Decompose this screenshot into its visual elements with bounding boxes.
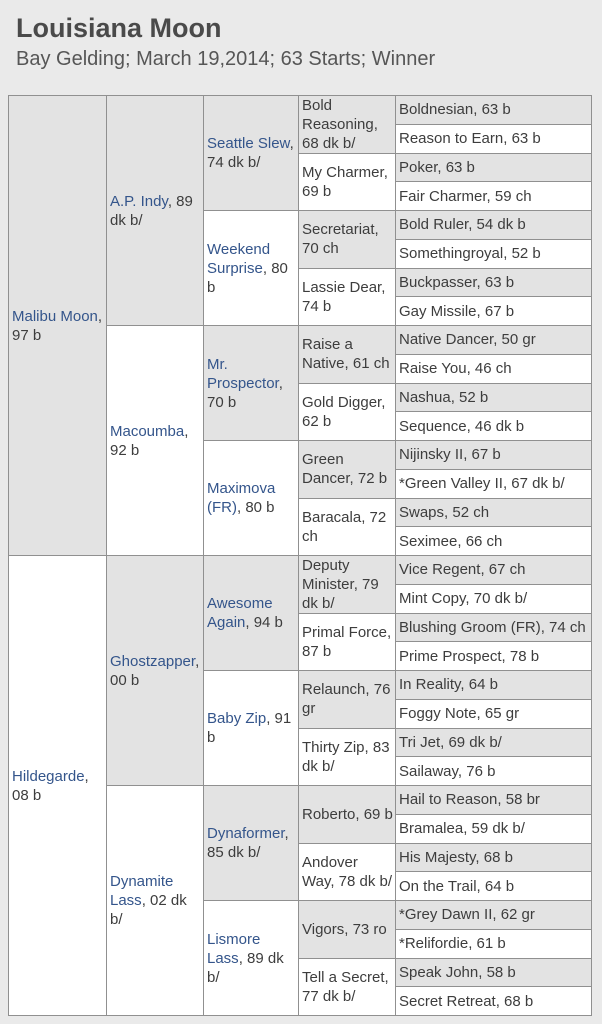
- horse-link[interactable]: A.P. Indy: [110, 192, 168, 210]
- horse-detail: , 89 dk b/: [207, 949, 284, 986]
- pedigree-cell: [396, 556, 591, 584]
- horse-name: Lassie Dear: [302, 278, 382, 296]
- horse-detail: , 70 dk b/: [465, 590, 528, 608]
- horse-detail: , 92 b: [110, 422, 189, 459]
- horse-detail: , 52 ch: [444, 503, 490, 521]
- horse-detail: , 67 ch: [480, 561, 526, 579]
- pedigree-cell: [299, 786, 395, 843]
- horse-name: Bold Ruler: [399, 216, 469, 234]
- pedigree-cell: [396, 987, 591, 1015]
- horse-name: Boldnesian: [399, 101, 474, 119]
- pedigree-cell: [396, 614, 591, 642]
- pedigree-cell: [299, 154, 395, 211]
- pedigree-cell: [396, 959, 591, 987]
- horse-detail: , 69 b: [355, 805, 393, 823]
- horse-detail: , 62 gr: [492, 906, 535, 924]
- horse-detail: , 80 b: [207, 259, 288, 296]
- pedigree-cell: [299, 384, 395, 441]
- horse-name: Gold Digger: [302, 393, 382, 411]
- pedigree-cell: [204, 901, 298, 1015]
- horse-name: Gay Missile: [399, 302, 477, 320]
- horse-link[interactable]: Lismore Lass: [207, 930, 261, 967]
- horse-name: Deputy Minister: [302, 556, 354, 593]
- horse-detail: , 74 ch: [540, 618, 586, 636]
- horse-detail: , 65 gr: [476, 705, 520, 723]
- pedigree-cell: [396, 125, 591, 153]
- horse-detail: , 76 gr: [302, 681, 391, 718]
- horse-name: Hail to Reason: [399, 791, 498, 809]
- horse-link[interactable]: Malibu Moon: [12, 307, 98, 325]
- horse-name: His Majesty: [399, 848, 476, 866]
- pedigree-cell: [107, 326, 203, 555]
- horse-name: Andover Way: [302, 853, 358, 890]
- horse-link[interactable]: Macoumba: [110, 422, 185, 440]
- horse-detail: , 72 b: [349, 470, 388, 488]
- horse-detail: , 64 b: [460, 676, 498, 694]
- horse-detail: , 76 b: [457, 762, 496, 780]
- pedigree-cell: [204, 786, 298, 900]
- pedigree-cell: [299, 901, 395, 958]
- pedigree-cell: [396, 297, 591, 325]
- horse-detail: , 67 b: [463, 446, 501, 464]
- pedigree-cell: [9, 96, 106, 555]
- horse-name: Vice Regent: [399, 561, 481, 579]
- page-title: Louisiana Moon: [16, 13, 222, 43]
- horse-detail: , 46 dk b: [466, 417, 525, 435]
- horse-link[interactable]: Dynamite Lass: [110, 873, 174, 909]
- horse-detail: , 78 dk b/: [330, 872, 393, 890]
- pedigree-cell: [299, 671, 395, 728]
- horse-detail: , 74 b: [302, 278, 386, 315]
- pedigree-cell: [396, 757, 591, 785]
- horse-name: Reason to Earn: [399, 130, 504, 148]
- horse-name: Vigors: [302, 920, 345, 938]
- pedigree-cell: [204, 326, 298, 440]
- pedigree-cell: [396, 441, 591, 469]
- pedigree-table: [8, 95, 592, 1016]
- horse-link[interactable]: Ghostzapper: [110, 652, 196, 670]
- pedigree-cell: [299, 326, 395, 383]
- pedigree-cell: [299, 96, 395, 153]
- pedigree-cell: [204, 556, 298, 670]
- horse-name: Secret Retreat: [399, 992, 496, 1010]
- horse-detail: , 94 b: [245, 614, 283, 631]
- pedigree-cell: [107, 786, 203, 1015]
- horse-detail: , 91 b: [207, 710, 292, 746]
- pedigree-cell: [299, 729, 395, 786]
- horse-name: Bramalea: [399, 820, 464, 838]
- pedigree-cell: [396, 154, 591, 182]
- horse-detail: , 70 ch: [302, 221, 379, 258]
- horse-link[interactable]: Maximova (FR): [207, 480, 276, 516]
- horse-link[interactable]: Awesome Again: [207, 595, 273, 631]
- horse-link[interactable]: Hildegarde: [12, 767, 85, 785]
- horse-name: Tell a Secret: [302, 968, 385, 986]
- horse-detail: , 54 dk b: [468, 216, 526, 234]
- horse-detail: , 72 ch: [302, 508, 387, 545]
- pedigree-cell: [204, 441, 298, 555]
- horse-name: Green Dancer: [302, 451, 350, 488]
- horse-link[interactable]: Mr. Prospector: [207, 355, 279, 392]
- pedigree-cell: [396, 930, 591, 958]
- horse-name: Sequence: [399, 417, 467, 435]
- pedigree-cell: [396, 642, 591, 670]
- pedigree-cell: [396, 671, 591, 699]
- pedigree-cell: [299, 556, 395, 613]
- pedigree-cell: [396, 384, 591, 412]
- page-header: [16, 12, 594, 72]
- horse-detail: , 61 b: [468, 935, 506, 953]
- horse-name: Foggy Note: [399, 705, 477, 723]
- pedigree-cell: [299, 959, 395, 1016]
- pedigree-cell: [204, 96, 298, 210]
- horse-name: Nashua: [399, 388, 451, 406]
- horse-name: Speak John: [399, 963, 479, 981]
- horse-link[interactable]: Baby Zip: [207, 710, 267, 727]
- horse-detail: , 00 b: [110, 652, 200, 689]
- horse-detail: , 59 dk b/: [463, 820, 525, 838]
- pedigree-cell: [396, 269, 591, 297]
- horse-detail: , 68 b: [495, 992, 534, 1010]
- horse-name: In Reality: [399, 676, 461, 694]
- horse-detail: , 89 dk b/: [110, 192, 193, 229]
- horse-name: Mint Copy: [399, 590, 466, 608]
- horse-detail: , 62 b: [302, 393, 386, 430]
- horse-detail: , 63 b: [476, 273, 515, 291]
- horse-link[interactable]: Weekend Surprise: [207, 240, 271, 277]
- horse-detail: , 08 b: [12, 767, 89, 804]
- horse-detail: , 02 dk b/: [110, 892, 187, 928]
- horse-detail: , 74 dk b/: [207, 135, 294, 171]
- horse-detail: , 83 dk b/: [302, 738, 390, 775]
- pedigree-cell: [396, 729, 591, 757]
- horse-name: Nijinsky II: [399, 446, 464, 464]
- pedigree-cell: [299, 614, 395, 671]
- horse-name: Raise a Native: [302, 336, 353, 373]
- pedigree-cell: [204, 211, 298, 325]
- pedigree-cell: [396, 499, 591, 527]
- pedigree-cell: [299, 211, 395, 268]
- pedigree-cell: [396, 700, 591, 728]
- horse-detail: , 77 dk b/: [302, 968, 389, 1005]
- pedigree-cell: [299, 499, 395, 556]
- horse-detail: , 58 b: [478, 963, 516, 981]
- horse-name: Buckpasser: [399, 273, 477, 291]
- page-subtitle: Bay Gelding; March 19,2014; 63 Starts; Winner: [16, 48, 436, 70]
- horse-name: Relaunch: [302, 681, 366, 699]
- horse-name: Seximee: [399, 532, 458, 550]
- pedigree-cell: [107, 556, 203, 785]
- horse-detail: , 63 b: [437, 158, 475, 176]
- horse-name: Somethingroyal: [399, 245, 504, 263]
- horse-name: *Grey Dawn II: [399, 906, 493, 924]
- pedigree-cell: [396, 182, 591, 210]
- horse-detail: , 87 b: [302, 623, 392, 660]
- horse-detail: , 52 b: [503, 245, 541, 263]
- pedigree-cell: [396, 240, 591, 268]
- horse-name: Fair Charmer: [399, 187, 487, 205]
- horse-name: Primal Force: [302, 623, 388, 641]
- horse-detail: , 69 b: [302, 163, 388, 200]
- horse-name: On the Trail: [399, 877, 477, 895]
- pedigree-cell: [396, 527, 591, 555]
- horse-name: Swaps: [399, 503, 445, 521]
- pedigree-cell: [396, 872, 591, 900]
- pedigree-cell: [396, 326, 591, 354]
- horse-detail: , 97 b: [12, 307, 103, 344]
- pedigree-cell: [396, 844, 591, 872]
- horse-name: Secretariat: [302, 221, 375, 239]
- horse-name: Native Dancer: [399, 331, 494, 349]
- pedigree-cell: [396, 470, 591, 498]
- pedigree-cell: [396, 585, 591, 613]
- horse-detail: , 61 ch: [344, 355, 390, 373]
- pedigree-cell: [9, 556, 106, 1015]
- horse-detail: , 67 dk b/: [502, 475, 565, 493]
- horse-detail: , 70 b: [207, 374, 283, 411]
- horse-name: Roberto: [302, 805, 356, 823]
- horse-name: Blushing Groom (FR): [399, 618, 541, 636]
- horse-detail: , 78 b: [501, 647, 540, 665]
- horse-link[interactable]: Seattle Slew: [207, 135, 290, 152]
- pedigree-cell: [396, 901, 591, 929]
- pedigree-cell: [396, 96, 591, 124]
- horse-detail: , 80 b: [237, 499, 275, 516]
- horse-detail: , 68 b: [475, 848, 513, 866]
- horse-name: Poker: [399, 158, 438, 176]
- horse-detail: , 68 dk b/: [302, 115, 378, 152]
- horse-name: Raise You: [399, 360, 467, 378]
- horse-detail: , 85 dk b/: [207, 825, 289, 861]
- pedigree-cell: [299, 844, 395, 901]
- horse-name: Thirty Zip: [302, 738, 365, 756]
- horse-link[interactable]: Dynaformer: [207, 825, 285, 842]
- horse-name: Baracala: [302, 508, 362, 526]
- pedigree-cell: [204, 671, 298, 785]
- pedigree-cell: [299, 441, 395, 498]
- horse-detail: , 79 dk b/: [302, 575, 379, 612]
- horse-name: *Green Valley II: [399, 475, 503, 493]
- pedigree-cell: [107, 96, 203, 325]
- horse-detail: , 66 ch: [457, 532, 503, 550]
- horse-name: Prime Prospect: [399, 647, 502, 665]
- horse-detail: , 59 ch: [486, 187, 532, 205]
- pedigree-cell: [299, 269, 395, 326]
- horse-detail: , 63 b: [503, 130, 541, 148]
- horse-detail: , 58 br: [497, 791, 540, 809]
- horse-name: Sailaway: [399, 762, 458, 780]
- horse-detail: , 64 b: [476, 877, 515, 895]
- horse-detail: , 50 gr: [493, 331, 536, 349]
- horse-detail: , 46 ch: [466, 360, 512, 378]
- horse-detail: , 52 b: [450, 388, 489, 406]
- horse-name: My Charmer: [302, 163, 384, 181]
- pedigree-cell: [396, 815, 591, 843]
- horse-detail: , 63 b: [473, 101, 511, 119]
- pedigree-cell: [396, 211, 591, 239]
- horse-name: *Relifordie: [399, 935, 469, 953]
- horse-detail: , 67 b: [476, 302, 515, 320]
- horse-name: Tri Jet: [399, 733, 441, 751]
- pedigree-cell: [396, 355, 591, 383]
- horse-detail: , 69 dk b/: [440, 733, 502, 751]
- pedigree-cell: [396, 786, 591, 814]
- pedigree-cell: [396, 412, 591, 440]
- horse-name: Bold Reasoning: [302, 96, 374, 133]
- horse-detail: , 73 ro: [344, 920, 387, 938]
